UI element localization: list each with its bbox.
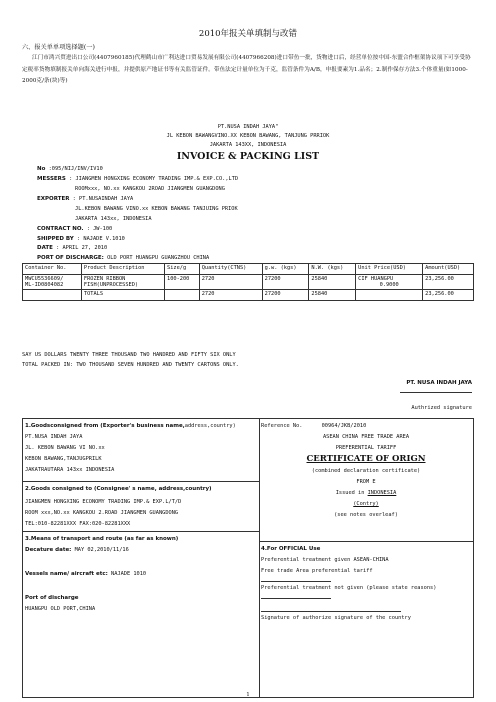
- invoice-no: [37, 166, 103, 172]
- invoice-no-value: :095/NIJ/INV/IV10: [48, 166, 103, 172]
- box4-line-4: Signature of authorize signature of the country: [261, 615, 411, 621]
- box2-line-3: TEL:010-82281XXX FAX:020-82281XXX: [25, 521, 131, 527]
- cell-amount: 23,256.00: [423, 275, 474, 290]
- messers: [37, 176, 238, 182]
- cell-gross-weight: 27200: [262, 275, 309, 290]
- box4-title-bold: 4.For OFFICIAL Use: [261, 546, 321, 552]
- departure-label: Decature date:: [25, 547, 72, 553]
- box1-title-rest: address,country): [184, 423, 236, 429]
- invoice-no-label: No: [37, 166, 46, 172]
- box2-title-bold: 2.Goods consigned to (Consignee' s name, address,country): [25, 486, 212, 492]
- reference-number: [261, 423, 366, 429]
- exporter: [37, 196, 133, 202]
- description-line-1: FROZEN RIBBON: [83, 276, 126, 282]
- document-title: 2010年报关单填制与改错: [198, 29, 298, 39]
- header-quantity: Quantity(CTNS): [199, 264, 262, 275]
- table-header-row: [23, 264, 474, 275]
- cell-container: [23, 275, 82, 290]
- box4-title: [261, 546, 320, 552]
- form-divider-1: [23, 481, 259, 482]
- departure-date: [25, 547, 129, 553]
- messers-value: : JIANGMEN HONGXING ECONOMY TRADING IMP.& EXP.CO.,LTD: [69, 176, 239, 182]
- box1-title-bold: 1.Goodsconsigned from (Exporter's business name,: [25, 423, 185, 429]
- port-of-discharge-value: HUANGPU OLD PORT,CHINA: [25, 606, 96, 612]
- reference-label: Reference No.: [261, 423, 303, 429]
- contract-label: CONTRACT NO.: [37, 226, 84, 232]
- signature-label: Authrized signature: [411, 405, 472, 411]
- totals-gross-weight: 27200: [262, 290, 309, 301]
- asean-line: ASEAN CHINA FREE TRADE AREA: [322, 434, 410, 440]
- totals-amount: 23,256.00: [423, 290, 474, 301]
- header-gross-weight: g.w. (kgs): [262, 264, 309, 275]
- box3-title-bold: 3.Means of transport and route (as far as known): [25, 536, 179, 542]
- amount-in-words: SAY US DOLLARS TWENTY THREE THOUSAND TWO HANDRED AND FIFTY SIX ONLY: [22, 352, 236, 358]
- certificate-of-origin-form: [22, 418, 474, 698]
- issued-country: INDONESIA: [367, 490, 397, 496]
- port-value: OLD PORT HUANGPU GUANGZHOU CHINA: [107, 255, 210, 261]
- exporter-name: PT.NUSA INDAH JAYA": [217, 124, 279, 130]
- items-table: [22, 263, 474, 301]
- exporter-label: EXPORTER: [37, 196, 70, 202]
- date-value: : APRIL 27, 2010: [56, 245, 108, 251]
- cell-net-weight: 25840: [309, 275, 356, 290]
- exporter-value: : PT.NUSAINDAH JAYA: [72, 196, 134, 202]
- totals-net-weight: 25840: [309, 290, 356, 301]
- signature-company: PT. NUSA INDAH JAYA: [406, 380, 472, 386]
- page-number: 1: [246, 692, 250, 698]
- section-heading: 六、报关单单项选择题(一): [22, 44, 95, 51]
- box4-rule-1: [261, 581, 331, 582]
- box2-title: [25, 486, 212, 492]
- price-value: 0.9000: [379, 282, 399, 288]
- totals-size-cell: [165, 290, 200, 301]
- box4-line-1: Preferential treatment given ASEAN-CHINA: [261, 557, 389, 563]
- invoice-date: [37, 245, 107, 251]
- box4-rule-2: [261, 598, 331, 599]
- form-divider-2: [23, 531, 259, 532]
- header-unit-price: Unit Price(USD): [356, 264, 423, 275]
- vessel-label: Vessels name/ aircraft etc:: [25, 571, 108, 577]
- totals-row: [23, 290, 474, 301]
- price-terms: CIF HUANGPU: [358, 276, 394, 282]
- cell-quantity: 2720: [199, 275, 262, 290]
- contract-value: : JW-100: [86, 226, 113, 232]
- shipped-value: : NAJADE V.1010: [77, 236, 125, 242]
- exporter-address: JL KEBON BAWANGVINO.XX KEBON BAWANG, TANJUNG PRRIOK: [166, 133, 330, 139]
- description-line-2: FISH(UNPROCESSED): [83, 282, 139, 288]
- country-line: [259, 501, 473, 507]
- port-of-discharge-title: [25, 595, 79, 601]
- header-container: Container No.: [23, 264, 82, 275]
- messers-label: MESSERS: [37, 176, 66, 182]
- cell-unit-price: [356, 275, 423, 290]
- table-row: [23, 275, 474, 290]
- port-of-discharge-label: Port of discharge: [25, 595, 79, 601]
- issued-in-label: Issued in: [335, 490, 365, 496]
- packed-in-words: TOTAL PACKED IN: TWO THOUSAND SEVEN HUNDRED AND TWENTY CARTONS ONLY.: [22, 362, 239, 368]
- box1-line-2: JL. KEBON BAWANG VI NO.xx: [25, 445, 105, 451]
- cell-size: 100-200: [165, 275, 200, 290]
- header-net-weight: N.W. (kgs): [309, 264, 356, 275]
- tariff-line: PREFERENTIAL TARIFF: [335, 445, 397, 451]
- box1-title: [25, 423, 236, 429]
- exporter-address-line: JL.KEBON BAWANG VINO.xx KEBON BAWANG TANJUING PRIOK: [75, 206, 238, 212]
- see-notes-line: (see notes overleaf): [334, 512, 398, 518]
- exporter-city: JAKARTA 143XX, INDONESIA: [209, 142, 287, 148]
- exporter-city-line: JAKARTA 143xx, INDONESIA: [75, 216, 152, 222]
- reference-value: 00964/JKB/2010: [321, 423, 367, 429]
- box2-line-2: ROOM xxx,NO.xx KANGKOU 2.ROAD JIANGMEN GUANGDONG: [25, 510, 179, 516]
- country-label: (Contry): [353, 501, 379, 507]
- certificate-title: [259, 454, 473, 464]
- box3-title: [25, 536, 178, 542]
- form-e-line: FROM E: [356, 479, 376, 485]
- form-divider-right: [259, 541, 473, 542]
- certificate-title-text: CERTIFICATE OF ORIGN: [306, 454, 426, 464]
- container-line-2: ML-ID0804082: [25, 282, 64, 288]
- box1-line-4: JAKATRAUTARA 143xx INDONESIA: [25, 467, 115, 473]
- departure-value: MAY 02,2010/11/16: [74, 547, 129, 553]
- contract-no: [37, 226, 112, 232]
- question-paragraph: 江门市鸿兴贸进出口公司(4407960185)代理鹤山市广利达进口贸易发展有限公司(4407966208)进口带鱼一批，货物进口后，经营单位按中国-东盟合作框架协议项下可享受协定税率货物填制报关单向海关进行申报，并提供原产地证书等有关监管证件。带鱼法定计量单位为千克，监管条件为A/B，申报要素为1.品名；2.制作保存方法3.个体重量(如1000-2000克/条(块)等): [22, 55, 471, 84]
- shipped-label: SHIPPED BY: [37, 236, 74, 242]
- cell-description: [81, 275, 164, 290]
- box1-line-3: KEBON BAWANG,TANJUGPRILK: [25, 456, 102, 462]
- header-size: Size/g: [165, 264, 200, 275]
- invoice-title: INVOICE & PACKING LIST: [176, 151, 320, 162]
- messers-address: ROOMxxx, NO.xx KANGKOU 2ROAD JIANGMEN GUANGDONG: [75, 186, 225, 192]
- shipped-by: [37, 236, 125, 242]
- box2-line-1: JIANGMEN HONGXING ECONOMY TRADING IMP.& EXP.L/T/D: [25, 499, 182, 505]
- header-amount: Amount(USD): [423, 264, 474, 275]
- signature-line: [400, 392, 472, 393]
- combined-declaration: (combined declaration certificate): [311, 468, 421, 474]
- totals-price-cell: [356, 290, 423, 301]
- vessel-value: NAJADE 1010: [111, 571, 147, 577]
- box4-line-2: Free trade Area preferential tariff: [261, 568, 373, 574]
- box1-line-1: PT.NUSA INDAH JAYA: [25, 434, 83, 440]
- issued-in-line: [259, 490, 473, 496]
- port-of-discharge: [37, 255, 209, 261]
- container-line-1: MWCU5536609/: [25, 276, 64, 282]
- totals-label: TOTALS: [81, 290, 164, 301]
- totals-quantity: 2720: [199, 290, 262, 301]
- box4-line-3: Preferential treatment not given (please state reasons): [261, 585, 437, 591]
- date-label: DATE: [37, 245, 53, 251]
- box4-rule-3: [261, 611, 401, 612]
- port-label: PORT OF DISCHARGE:: [37, 255, 104, 261]
- totals-empty-cell: [23, 290, 82, 301]
- header-description: Product Description: [81, 264, 164, 275]
- vessel-name: [25, 571, 146, 577]
